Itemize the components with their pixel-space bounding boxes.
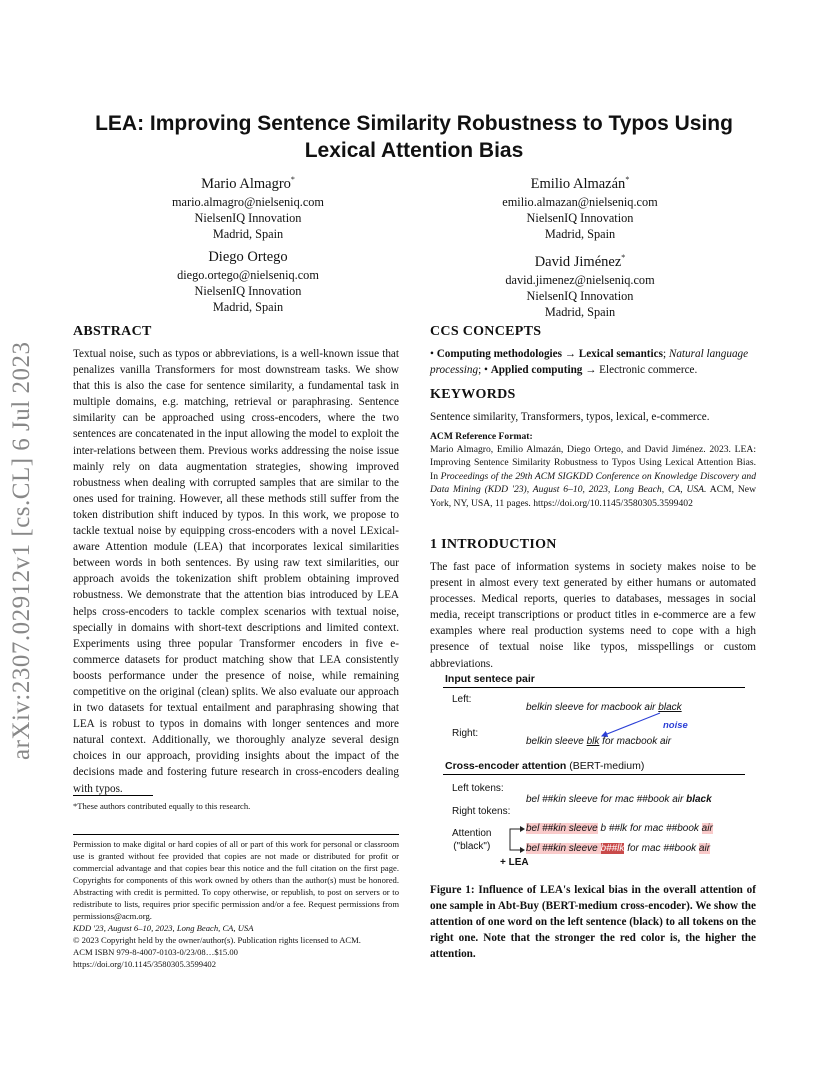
ccs-concept-1b: Lexical semantics xyxy=(578,348,663,360)
attention-heading-title: Cross-encoder attention xyxy=(445,760,567,772)
attention-row-baseline xyxy=(526,823,713,834)
paper-title xyxy=(60,110,768,164)
token-plain: for mac ##book xyxy=(624,843,699,854)
isbn-line: ACM ISBN 979-8-4007-0103-0/23/08…$15.00 xyxy=(73,947,238,957)
left-tokens-label: Left tokens: xyxy=(452,783,504,794)
figure-attention-heading xyxy=(445,760,644,772)
introduction-section xyxy=(430,537,756,672)
acm-reference-section xyxy=(430,430,756,510)
attention-label-text: Attention xyxy=(452,828,492,839)
author-block-4 xyxy=(455,248,705,320)
copyright-line: © 2023 Copyright held by the owner/author(s). Publication rights licensed to ACM. xyxy=(73,935,361,945)
author-name: David Jiménez xyxy=(534,253,622,270)
token-plain: b ##lk for mac ##book xyxy=(597,823,702,834)
title-line-2: Lexical Attention Bias xyxy=(304,139,524,162)
author-email: mario.almagro@nielseniq.com xyxy=(171,194,324,209)
ccs-concept-1: Computing methodologies xyxy=(436,348,562,360)
figure-1-caption: Figure 1: Influence of LEA's lexical bias in the overall attention of one sample in Abt-Buy (BERT-medium cross-encoder). We show the attention of one word on the left sentence (black) to all tokens on the right one. Note that the stronger the red color is, the higher the attention. xyxy=(430,884,756,960)
author-location: Madrid, Spain xyxy=(212,226,284,241)
author-org: NielsenIQ Innovation xyxy=(194,284,302,298)
right-sentence-text: belkin sleeve xyxy=(526,736,587,747)
token-highlight-light: air xyxy=(698,843,711,854)
ccs-concept-2: Applied computing xyxy=(490,364,583,377)
ccs-section xyxy=(430,324,756,378)
abstract-section xyxy=(73,324,399,797)
noise-label: noise xyxy=(663,720,688,731)
figure-right-sentence xyxy=(526,736,671,747)
ccs-concept-2b: Electronic commerce. xyxy=(599,364,698,377)
figure-right-label: Right: xyxy=(452,728,479,739)
author-location: Madrid, Spain xyxy=(544,304,616,319)
permission-block xyxy=(73,838,399,970)
left-sentence-text: belkin sleeve for macbook air xyxy=(526,702,659,713)
author-org: NielsenIQ Innovation xyxy=(526,210,634,225)
acm-reference-text xyxy=(430,443,756,510)
author-email: emilio.almazan@nielseniq.com xyxy=(502,194,658,209)
author-location: Madrid, Spain xyxy=(544,226,616,241)
abstract-text: Textual noise, such as typos or abbreviations, is a well-known issue that penalizes vanilla Transformers for most downstream tasks. We show that this is also the case for sentence similarity, a fundamental task in multiple domains, e.g. matching, retrieval or paraphrasing. Sentence similarity can be approached using cross-encoders, where the two sentences are concatenated in the input allowing the model to exploit the inter-relations between them. Previous works addressing the noise issue mainly rely on data augmentation strategies, showing improved robustness when dealing with corrupted samples that are similar to the ones used for training. However, all these methods still suffer from the token distribution shift induced by typos. In this work, we propose to tackle textual noise by equipping cross-encoders with a novel LExical-aware Attention module (LEA) that incorporates lexical similarities between words in both sentences. By using raw text similarities, our approach avoids the tokenization shift problem obtaining improved robustness. We demonstrate that the attention bias introduced by LEA helps cross-encoders to tackle complex scenarios with textual noise, specially in domains with short-text descriptions and limited context. Experiments using three popular Transformer encoders in five e-commerce datasets for product matching show that LEA consistently boosts performance under the presence of noise, while remaining competitive on the original (clean) splits. We also evaluate our approach in two datasets for textual entailment and paraphrasing showing that LEA is robust to typos in domains with longer sentences and more natural context. Additionally, we thoroughly analyze several design choices in our approach, providing insights about the impact of the decisions made and fostering future research in cross-encoders dealing with typos. xyxy=(73,348,399,795)
attention-bracket-icon xyxy=(506,825,528,855)
author-email: diego.ortego@nielseniq.com xyxy=(177,268,319,282)
acm-reference-heading: ACM Reference Format: xyxy=(430,431,533,442)
right-sentence-noisy-word: blk xyxy=(586,736,600,747)
token-highlight-light: bel ##kin sleeve xyxy=(526,823,598,834)
author-name: Mario Almagro xyxy=(201,175,291,192)
author-org: NielsenIQ Innovation xyxy=(194,210,302,225)
figure-left-label: Left: xyxy=(452,694,472,705)
keywords-text: Sentence similarity, Transformers, typos, lexical, e-commerce. xyxy=(430,411,710,423)
token-highlight-light: bel ##kin sleeve xyxy=(526,843,601,854)
acm-reference-authors: Mario Almagro, Emilio Almazán, Diego Ortego, and David Jiménez. 2023. LEA: Improving Sentence Similarity Robustness to Typos Using Lexical Attention Bias. In xyxy=(430,444,756,482)
figure-input-rule xyxy=(443,687,745,688)
author-name: Emilio Almazán xyxy=(530,175,626,192)
left-tokens-target-word: black xyxy=(686,794,712,805)
author-name: Diego Ortego xyxy=(208,249,288,265)
author-block-3 xyxy=(123,248,373,315)
author-block-2 xyxy=(455,170,705,242)
doi-line: https://doi.org/10.1145/3580305.3599402 xyxy=(73,959,216,969)
lea-label: + LEA xyxy=(500,857,529,868)
abstract-heading: ABSTRACT xyxy=(73,324,152,339)
right-tokens-label: Right tokens: xyxy=(452,806,511,817)
left-tokens-text: bel ##kin sleeve for mac ##book air xyxy=(526,794,684,805)
figure-input-heading: Input sentece pair xyxy=(445,673,535,685)
keywords-heading: KEYWORDS xyxy=(430,387,516,402)
token-highlight-light: air xyxy=(701,823,713,834)
footnote-rule xyxy=(73,795,153,796)
attention-label xyxy=(452,827,491,853)
left-tokens xyxy=(526,794,712,805)
venue-line: KDD '23, August 6–10, 2023, Long Beach, CA, USA xyxy=(73,923,254,933)
left-sentence-noisy-word: black xyxy=(658,702,682,713)
equal-contrib-mark: * xyxy=(621,253,626,262)
token-highlight-strong: ##lk xyxy=(606,843,625,854)
ccs-concept-1c: Natural language processing xyxy=(430,348,749,377)
author-block-1 xyxy=(123,170,373,242)
ccs-text: • Computing methodologies → Lexical semantics; Natural language processing; • Applied computing → Electronic commerce. xyxy=(430,348,749,377)
figure-1 xyxy=(430,670,760,875)
acm-reference-rest: ACM, New York, NY, USA, 11 pages. https://doi.org/10.1145/3580305.3599402 xyxy=(430,484,756,509)
author-email: david.jimenez@nielseniq.com xyxy=(505,272,655,287)
token-highlight-strong: b xyxy=(600,843,607,854)
keywords-section xyxy=(430,387,756,425)
arxiv-sidebar-id: arXiv:2307.02912v1 [cs.CL] 6 Jul 2023 xyxy=(8,341,35,760)
ccs-heading: CCS CONCEPTS xyxy=(430,324,542,339)
right-sentence-text-end: for macbook air xyxy=(599,736,672,747)
attention-row-lea xyxy=(526,843,710,854)
acm-reference-proceedings: Proceedings of the 29th ACM SIGKDD Conference on Knowledge Discovery and Data Mining (KDD '23), August 6–10, 2023, Long Beach, CA, USA. xyxy=(430,470,756,496)
attention-heading-model: (BERT-medium) xyxy=(569,760,645,772)
permission-text: Permission to make digital or hard copies of all or part of this work for personal or classroom use is granted without fee provided that copies are not made or distributed for profit or commercial advantage and that copies bear this notice and the full citation on the first page. Copyrights for components of this work owned by others than the author(s) must be honored. Abstracting with credit is permitted. To copy otherwise, or republish, to post on servers or to redistribute to lists, requires prior specific permission and/or a fee. Request permissions from permissions@acm.org. xyxy=(73,839,399,921)
author-org: NielsenIQ Innovation xyxy=(526,288,634,303)
title-line-1: LEA: Improving Sentence Similarity Robustness to Typos Using xyxy=(95,112,733,135)
author-location: Madrid, Spain xyxy=(212,300,284,314)
introduction-heading: 1 INTRODUCTION xyxy=(430,537,557,552)
introduction-text: The fast pace of information systems in society makes noise to be present in almost every text generated by either humans or automated processes. Medical reports, queries to databases, messages in social media, receipt transcriptions or product titles in e-commerce are a few examples where real production systems need to cope with a high presence of textual noise like typos, misspellings or custom abbreviations. xyxy=(430,561,756,670)
equal-contrib-mark: * xyxy=(625,175,630,184)
equal-contrib-mark: * xyxy=(290,175,295,184)
equal-contribution-footnote: *These authors contributed equally to this research. xyxy=(73,801,251,811)
figure-attention-rule xyxy=(443,774,745,775)
permission-rule xyxy=(73,834,399,835)
attention-label-word: ("black") xyxy=(453,841,491,852)
